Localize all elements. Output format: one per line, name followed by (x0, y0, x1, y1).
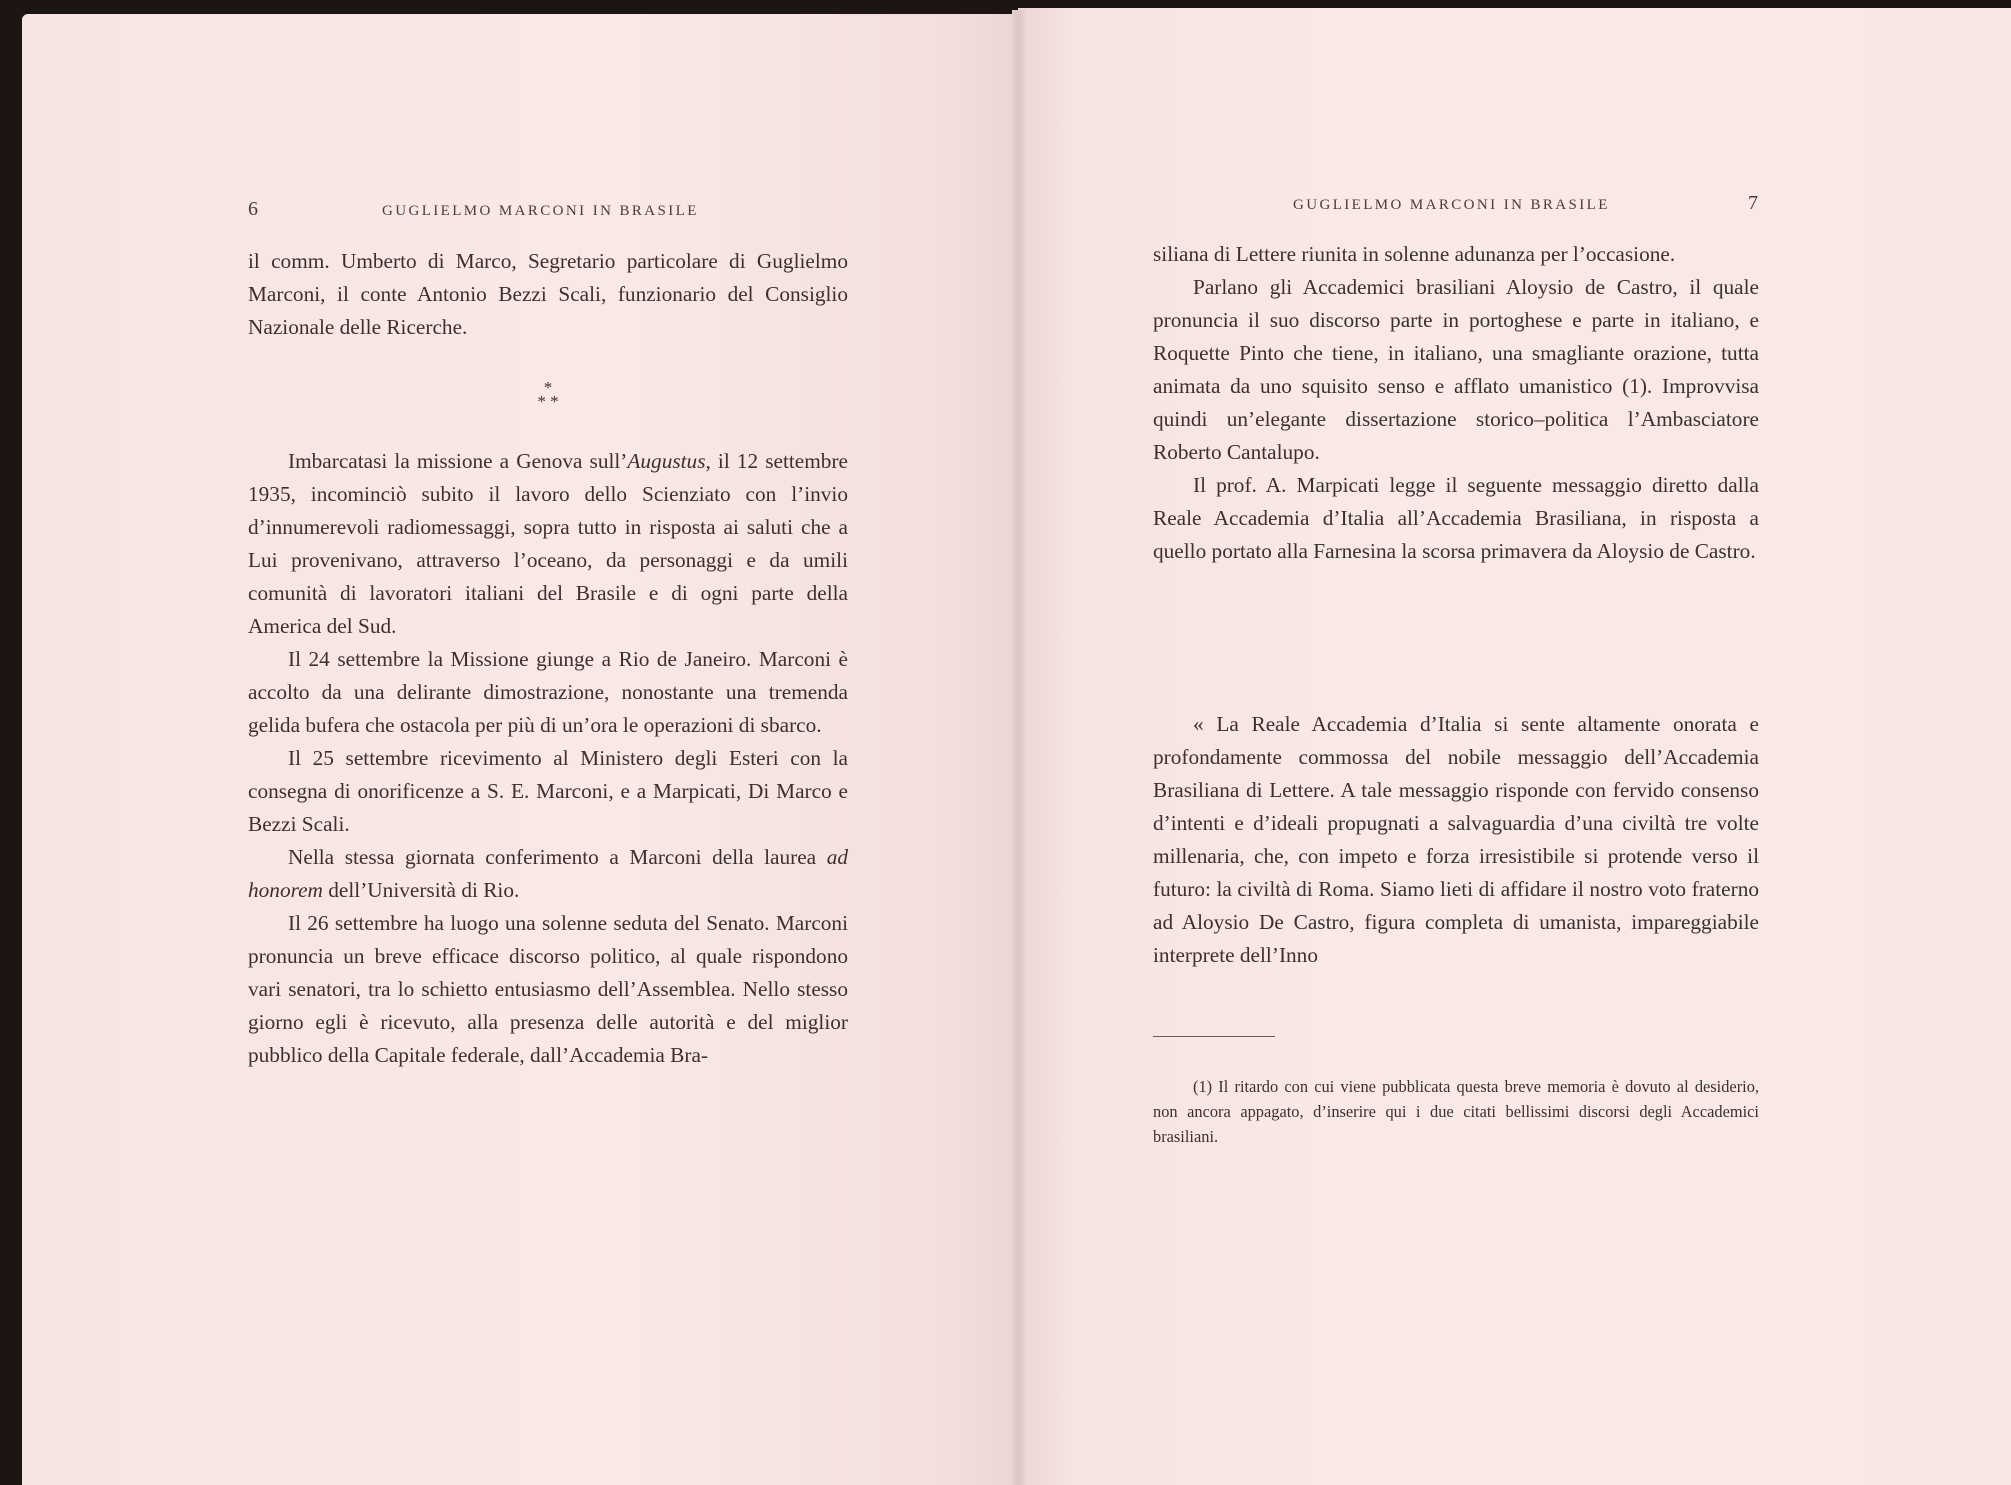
right-quote-text (1153, 708, 1759, 972)
left-main-text (248, 445, 848, 1072)
left-p4-end: dell’Università di Rio. (322, 878, 520, 902)
left-p4-start: Nella stessa giornata conferimento a Marconi della laurea (288, 845, 827, 869)
right-page-number: 7 (1748, 192, 1758, 214)
left-paragraph-1 (248, 445, 848, 643)
asterism-ornament (248, 378, 848, 412)
ship-name: Augustus (627, 449, 706, 473)
left-paragraph-3: Il 25 settembre ricevimento al Ministero degli Esteri con la consegna di onorificenze a S. E. Marconi, e a Marpicati, Di Marco e Bezzi Scali. (248, 746, 848, 836)
right-paragraph-0: siliana di Lettere riunita in solenne adunanza per l’occasione. (1153, 242, 1676, 266)
left-p1-end: , il 12 settembre 1935, incominciò subito il lavoro dello Scienziato con l’invio d’innumerevoli radiomessaggi, sopra tutto in risposta ai saluti che a Lui provenivano, attraverso l’oceano, da personaggi e da umili comunità di lavoratori italiani del Brasile e di ogni parte della America del Sud. (248, 449, 848, 638)
left-page-number: 6 (248, 198, 258, 220)
book-gutter (1012, 10, 1026, 1485)
left-p1-start: Imbarcatasi la missione a Genova sull’ (288, 449, 628, 473)
left-paragraph-4 (248, 841, 848, 907)
right-paragraph-3: « La Reale Accademia d’Italia si sente altamente onorata e profondamente commossa del nobile messaggio dell’Accademia Brasiliana di Lettere. A tale messaggio risponde con fervido consenso d’intenti e d’ideali propugnati a salvaguardia d’una civiltà tre volte millenaria, che, con impeto e forza irresistibile si protende verso il futuro: la civiltà di Roma. Siamo lieti di affidare il nostro voto fraterno ad Aloysio De Castro, figura completa di umanista, impareggiabile interprete dell’Inno (1153, 712, 1759, 967)
footnote-separator (1153, 1036, 1275, 1037)
footnote-text: (1) Il ritardo con cui viene pubblicata questa breve memoria è dovuto al desiderio, non ancora appagato, d’inserire qui i due citati bellissimi discorsi degli Accademici brasiliani. (1153, 1077, 1759, 1146)
left-paragraph-5: Il 26 settembre ha luogo una solenne seduta del Senato. Marconi pronuncia un breve efficace discorso politico, al quale rispondono vari senatori, tra lo schietto entusiasmo dell’Assemblea. Nello stesso giorno egli è ricevuto, alla presenza delle autorità e del miglior pubblico della Capitale federale, dall’Accademia Bra- (248, 911, 848, 1067)
left-intro-text (248, 245, 848, 344)
asterism-top: * (543, 378, 553, 397)
left-paragraph-intro: il comm. Umberto di Marco, Segretario particolare di Guglielmo Marconi, il conte Antonio Bezzi Scali, funzionario del Consiglio Nazionale delle Ricerche. (248, 249, 848, 339)
right-main-text (1153, 238, 1759, 568)
right-paragraph-1: Parlano gli Accademici brasiliani Aloysio de Castro, il quale pronuncia il suo discorso parte in portoghese e parte in italiano, e Roquette Pinto che tiene, in italiano, una smagliante orazione, tutta animata da uno squisito senso e afflato umanistico (1). Improvvisa quindi un’elegante dissertazione storico–politica l’Ambasciatore Roberto Cantalupo. (1153, 275, 1759, 464)
asterism-bottom: * * (537, 392, 559, 411)
right-running-head: GUGLIELMO MARCONI IN BRASILE (1293, 197, 1610, 213)
right-paragraph-2: Il prof. A. Marpicati legge il seguente messaggio diretto dalla Reale Accademia d’Italia all’Accademia Brasiliana, in risposta a quello portato alla Farnesina la scorsa primavera da Aloysio de Castro. (1153, 473, 1759, 563)
honorem-phrase: ad honorem (248, 845, 848, 902)
left-paragraph-2: Il 24 settembre la Missione giunge a Rio de Janeiro. Marconi è accolto da una delirante dimostrazione, nonostante una tremenda gelida bufera che ostacola per più di un’ora le operazioni di sbarco. (248, 647, 848, 737)
footnote (1153, 1074, 1759, 1149)
left-running-head: GUGLIELMO MARCONI IN BRASILE (382, 203, 699, 219)
